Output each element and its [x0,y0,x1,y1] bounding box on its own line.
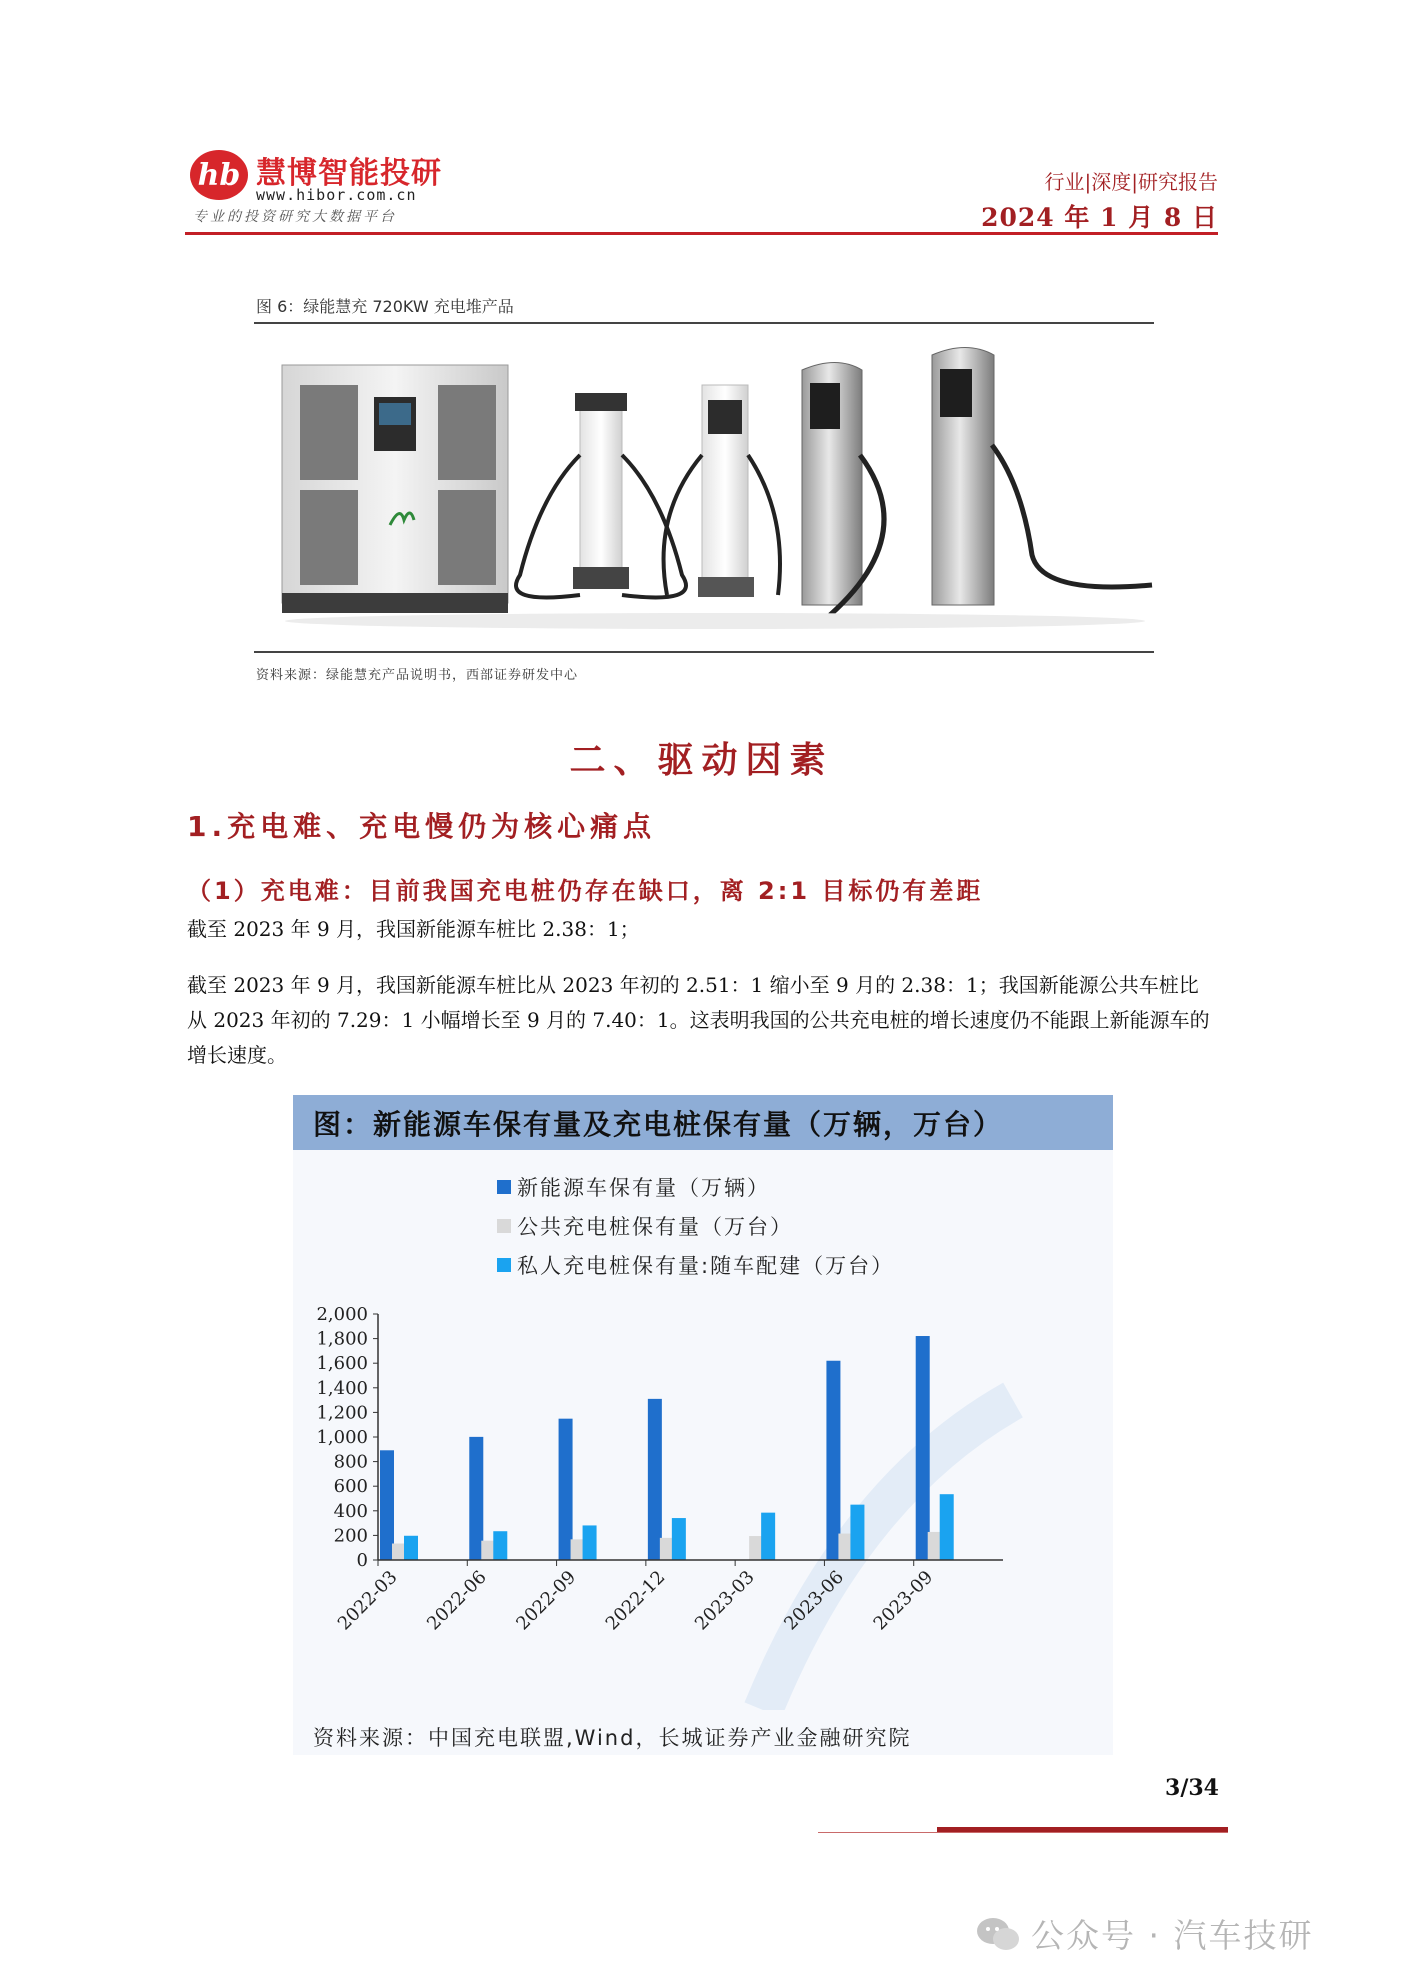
bar-2023-03-series-2 [761,1513,775,1560]
header-divider [185,232,1218,235]
footer-rule-thick [937,1827,1228,1832]
x-tick-label: 2023-09 [869,1566,938,1635]
hibor-logo-mark: hb [190,150,248,200]
figure6-source: 资料来源：绿能慧充产品说明书，西部证券研发中心 [256,668,579,683]
hibor-logo-slogan: 专业的投资研究大数据平台 [193,209,397,225]
bar-2023-09-series-0 [916,1336,930,1560]
y-tick-label: 1,000 [316,1427,368,1448]
bar-2022-06-series-1 [481,1541,495,1560]
figure6-bottom-rule [254,651,1154,653]
bar-chart [293,1290,1093,1710]
legend-swatch-private [497,1258,511,1272]
x-tick-label: 2022-03 [333,1566,402,1635]
x-tick-label: 2022-09 [512,1566,581,1635]
chart-title: 图：新能源车保有量及充电桩保有量（万辆，万台） [293,1095,1113,1150]
x-tick-label: 2022-12 [601,1566,670,1635]
y-tick-label: 1,800 [316,1328,368,1350]
paragraph-1: 截至 2023 年 9 月，我国新能源车桩比 2.38：1； [187,917,640,941]
bar-2023-06-series-2 [850,1505,864,1560]
bar-2023-03-series-1 [749,1536,763,1560]
sub-subsection-heading: （1）充电难：目前我国充电桩仍存在缺口，离 2:1 目标仍有差距 [187,877,984,905]
y-tick-label: 200 [333,1525,368,1547]
bar-2022-06-series-2 [493,1531,507,1560]
bar-2022-09-series-1 [571,1539,585,1560]
x-tick-label: 2022-06 [423,1566,491,1635]
page-number: 3/34 [1165,1775,1219,1801]
y-tick-label: 600 [333,1476,368,1498]
chart-source: 资料来源：中国充电联盟,Wind，长城证券产业金融研究院 [313,1726,912,1750]
bar-2022-12-series-0 [648,1399,662,1560]
watermark-text: 公众号 · 汽车技研 [1031,1916,1314,1955]
hibor-logo-name: 慧博智能投研 [256,156,442,191]
figure6-caption: 图 6：绿能慧充 720KW 充电堆产品 [256,297,514,316]
report-date: 2024 年 1 月 8 日 [981,203,1218,232]
figure6-top-rule [254,322,1154,324]
y-tick-label: 1,400 [316,1377,368,1399]
report-type: 行业|深度|研究报告 [1044,170,1218,194]
bar-2023-09-series-2 [940,1494,954,1560]
bar-2022-06-series-0 [469,1437,483,1560]
legend-label-ev: 新能源车保有量（万辆） [517,1176,770,1200]
bar-2023-09-series-1 [928,1532,942,1560]
bar-2023-06-series-1 [838,1534,852,1560]
x-tick-label: 2023-03 [690,1566,759,1635]
y-tick-label: 2,000 [316,1304,368,1325]
footer-rule-thin [818,1832,1228,1833]
legend-swatch-ev [497,1180,511,1194]
paragraph-2: 截至 2023 年 9 月，我国新能源车桩比从 2023 年初的 2.51：1 缩小至 9 月的 2.38：1；我国新能源公共车桩比从 2023 年初的 7.29：1 小幅增长至 9 月的 7.40：1。这表明我国的公共充电桩的增长速度仍不能跟上新能源车的增长速度。 [187,973,1210,1067]
chart-background-swoosh [763,1400,1013,1710]
x-tick-label: 2023-06 [780,1566,848,1635]
legend-item-public [497,1211,793,1241]
hibor-logo-url: www.hibor.com.cn [256,186,417,204]
bar-2022-12-series-2 [672,1518,686,1560]
y-tick-label: 400 [333,1500,368,1522]
bar-2022-09-series-0 [559,1419,573,1560]
legend-label-public: 公共充电桩保有量（万台） [517,1215,793,1239]
bar-2022-09-series-2 [583,1525,597,1560]
legend-label-private: 私人充电桩保有量:随车配建（万台） [517,1254,895,1278]
bar-2022-03-series-2 [404,1536,418,1560]
subsection-heading: 1.充电难、充电慢仍为核心痛点 [187,810,657,843]
y-tick-label: 0 [356,1550,368,1571]
legend-item-private [497,1250,894,1280]
charger-products-image [270,345,1160,635]
bar-2022-12-series-1 [660,1538,674,1560]
legend-item-ev [497,1172,770,1202]
y-tick-label: 1,200 [316,1402,368,1424]
section-title: 二、驱动因素 [569,740,834,781]
wechat-icon [975,1916,1021,1952]
y-tick-label: 800 [333,1451,368,1473]
bar-2023-06-series-0 [826,1361,840,1560]
bar-2022-03-series-0 [380,1450,394,1560]
wechat-watermark [975,1910,1313,1957]
y-tick-label: 1,600 [316,1353,368,1375]
legend-swatch-public [497,1219,511,1233]
bar-2022-03-series-1 [392,1544,406,1560]
